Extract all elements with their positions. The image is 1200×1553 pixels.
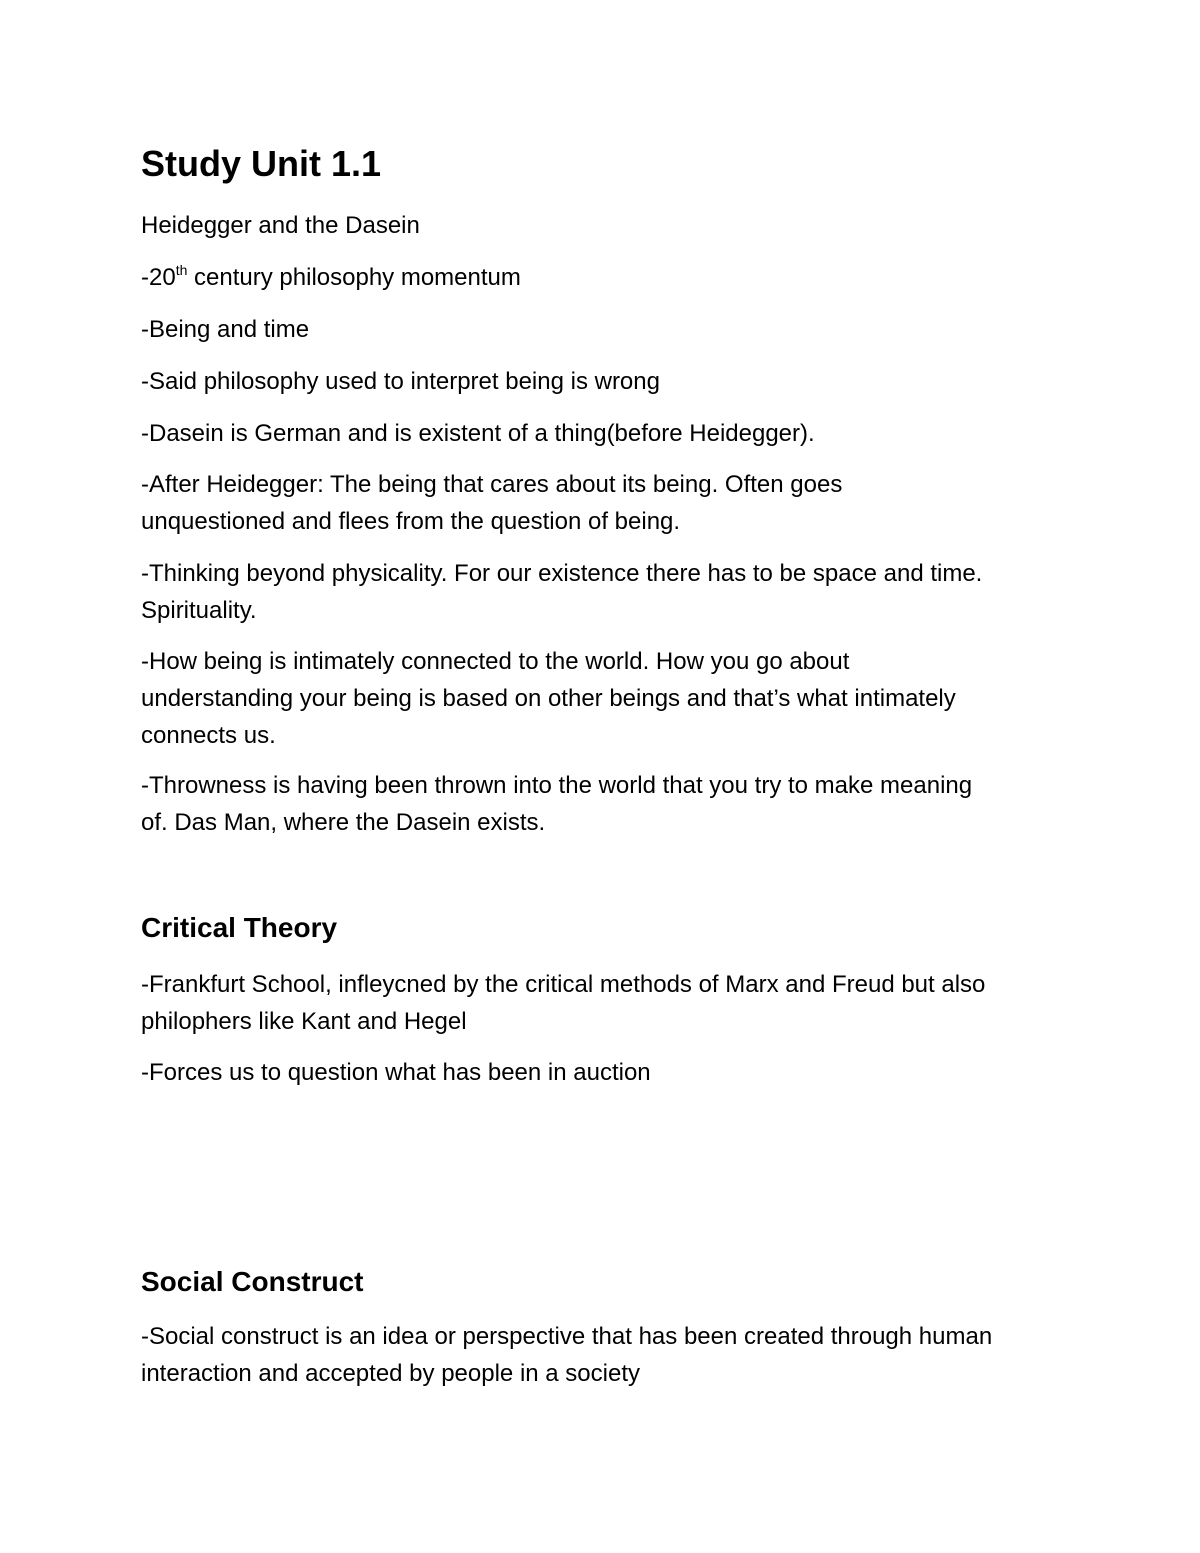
note-item: -After Heidegger: The being that cares about its being. Often goes unquestioned and flees from the question of being.: [141, 471, 843, 535]
document-title: Study Unit 1.1: [141, 143, 382, 184]
note-item: -Thinking beyond physicality. For our existence there has to be space and time. Spirituality.: [141, 560, 983, 624]
note-item: -Forces us to question what has been in auction: [141, 1059, 651, 1086]
note-item-suffix: century philosophy momentum: [187, 264, 521, 291]
note-item: -Social construct is an idea or perspective that has been created through human interaction and accepted by people in a society: [141, 1323, 993, 1387]
section-subtitle: Heidegger and the Dasein: [141, 212, 420, 239]
note-item-prefix: -20: [141, 264, 176, 291]
note-item: -Frankfurt School, infleycned by the critical methods of Marx and Freud but also philophers like Kant and Hegel: [141, 971, 986, 1035]
note-item: -Throwness is having been thrown into the world that you try to make meaning of. Das Man, where the Dasein exists.: [141, 772, 973, 836]
note-item: -How being is intimately connected to the world. How you go about understanding your being is based on other beings and that’s what intimately connects us.: [141, 648, 956, 749]
section-heading-critical-theory: Critical Theory: [141, 912, 338, 943]
section-heading-social-construct: Social Construct: [141, 1266, 364, 1297]
note-item: -Being and time: [141, 316, 310, 343]
note-item: [141, 259, 1071, 296]
note-item: -Dasein is German and is existent of a thing(before Heidegger).: [141, 420, 815, 447]
note-item-superscript: th: [175, 262, 188, 278]
note-item: -Said philosophy used to interpret being is wrong: [141, 368, 660, 395]
